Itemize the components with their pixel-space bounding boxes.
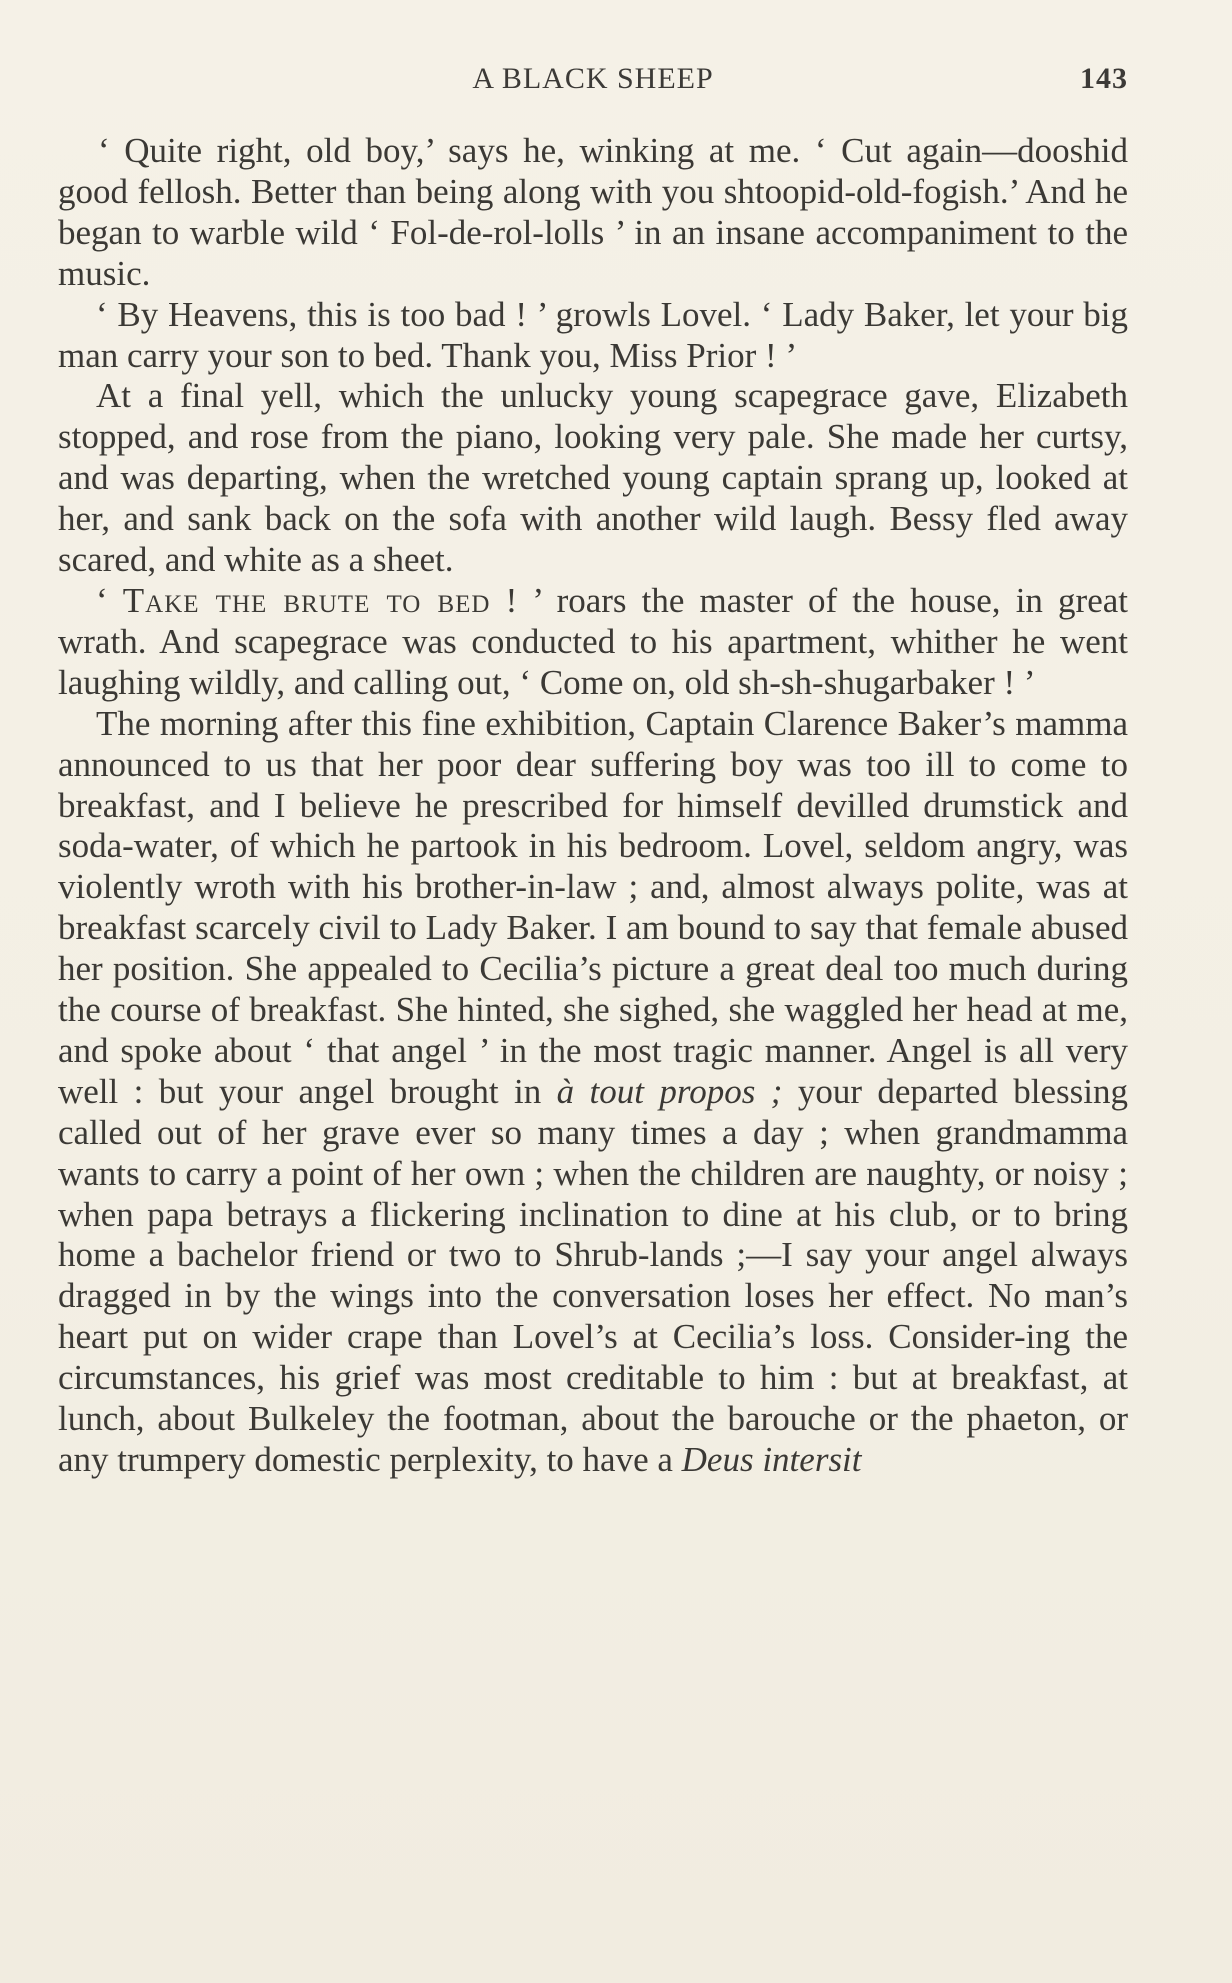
- paragraph-5-italic-a-tout-propos: à tout propos ;: [556, 1071, 783, 1111]
- paragraph-5-text-a: The morning after this fine exhibition, Captain Clarence Baker’s mamma announced to us that her poor dear suffering boy was too ill to come to breakfast, and I believe he prescribed for himself devilled drumstick and soda-water, of which he partook in his bedroom. Lovel, seldom angry, was violently wroth with his brother-in-law ; and, almost always polite, was at breakfast scarcely civil to Lady Baker. I am bound to say that female abused her position. She appealed to Cecilia’s picture a great deal too much during the course of breakfast. She hinted, she sighed, she waggled her head at me, and spoke about ‘ that angel ’ in the most tragic manner. Angel is all very well : but your angel brought in: [58, 703, 1128, 1111]
- paragraph-2: [58, 295, 1128, 377]
- running-title: A BLACK SHEEP: [472, 62, 714, 95]
- paragraph-2-text: ‘ By Heavens, this is too bad ! ’ growls Lovel. ‘ Lady Baker, let your big man carry your son to bed. Thank you, Miss Prior ! ’: [58, 294, 1128, 375]
- paragraph-1: [58, 131, 1128, 295]
- paragraph-1-text: ‘ Quite right, old boy,’ says he, winking at me. ‘ Cut again—dooshid good fellosh. Better than being along with you shtoopid-old-fogish.’ And he began to warble wild ‘ Fol-de-rol-lolls ’ in an insane accompaniment to the music.: [58, 131, 1128, 293]
- paragraph-5-text-b: your departed blessing called out of her grave ever so many times a day ; when grandmamma wants to carry a point of her own ; when the children are naughty, or noisy ; when papa betrays a flickering inclination to dine at his club, or to bring home a bachelor friend or two to Shrub-lands ;—I say your angel always dragged in by the wings into the conversation loses her effect. No man’s heart put on wider crape than Lovel’s at Cecilia’s loss. Consider-ing the circumstances, his grief was most creditable to him : but at breakfast, at lunch, about Bulkeley the footman, about the barouche or the phaeton, or any trumpery domestic perplexity, to have a: [58, 1071, 1128, 1479]
- paragraph-4-lead: ‘: [96, 580, 123, 620]
- paragraph-4-rest: ! ’ roars the master of the house, in great wrath. And scapegrace was conducted to his apartment, whither he went laughing wildly, and calling out, ‘ Come on, old sh-sh-shugarbaker ! ’: [58, 580, 1128, 702]
- paragraph-5-italic-deus-intersit: Deus intersit: [681, 1440, 862, 1479]
- body-text: [58, 131, 1128, 1481]
- page-number: 143: [1080, 62, 1128, 95]
- paragraph-4: [58, 581, 1128, 704]
- paragraph-3-text: At a final yell, which the unlucky young scapegrace gave, Elizabeth stopped, and rose from the piano, looking very pale. She made her curtsy, and was departing, when the wretched young captain sprang up, looked at her, and sank back on the sofa with another wild laugh. Bessy fled away scared, and white as a sheet.: [58, 376, 1128, 580]
- paragraph-4-small-caps: Take the brute to bed: [122, 580, 491, 620]
- paragraph-5: [58, 704, 1128, 1481]
- page-header: [58, 62, 1128, 102]
- paragraph-3: [58, 376, 1128, 581]
